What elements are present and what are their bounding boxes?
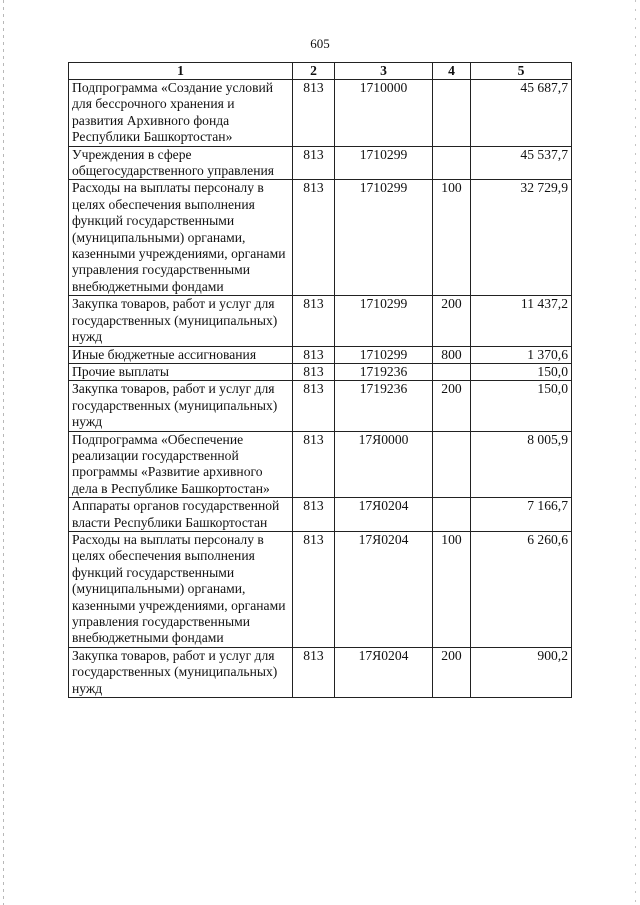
row-expense-type-cell — [433, 363, 471, 380]
row-code-cell: 813 — [293, 381, 335, 431]
row-amount-cell: 32 729,9 — [471, 180, 572, 296]
row-code-cell: 813 — [293, 431, 335, 498]
table-row — [69, 531, 572, 647]
row-code-cell: 813 — [293, 146, 335, 180]
row-code-cell: 813 — [293, 647, 335, 697]
row-code-cell: 813 — [293, 531, 335, 647]
row-expense-type-cell: 100 — [433, 180, 471, 296]
row-target-code-cell: 17Я0204 — [335, 498, 433, 532]
table-row — [69, 146, 572, 180]
row-expense-type-cell: 100 — [433, 531, 471, 647]
row-target-code-cell: 1710299 — [335, 146, 433, 180]
row-name-cell: Учреждения в сфере общегосударственного управления — [69, 146, 293, 180]
column-header-4: 4 — [433, 63, 471, 80]
table-row — [69, 296, 572, 346]
row-code-cell: 813 — [293, 296, 335, 346]
row-amount-cell: 45 687,7 — [471, 80, 572, 147]
table-row — [69, 180, 572, 296]
row-amount-cell: 1 370,6 — [471, 346, 572, 363]
table-header-row — [69, 63, 572, 80]
row-name-cell: Подпрограмма «Создание условий для бессрочного хранения и развития Архивного фонда Республики Башкортостан» — [69, 80, 293, 147]
row-amount-cell: 7 166,7 — [471, 498, 572, 532]
row-amount-cell: 150,0 — [471, 381, 572, 431]
row-code-cell: 813 — [293, 346, 335, 363]
scan-edge-left — [3, 0, 4, 905]
table-row — [69, 498, 572, 532]
row-expense-type-cell — [433, 146, 471, 180]
row-name-cell: Закупка товаров, работ и услуг для государственных (муниципальных) нужд — [69, 296, 293, 346]
row-expense-type-cell: 800 — [433, 346, 471, 363]
page-number: 605 — [310, 36, 330, 51]
row-target-code-cell: 1710299 — [335, 180, 433, 296]
row-amount-cell: 11 437,2 — [471, 296, 572, 346]
row-amount-cell: 900,2 — [471, 647, 572, 697]
row-name-cell: Расходы на выплаты персоналу в целях обеспечения выполнения функций государственными (муниципальными) органами, казенными учреждениями, органами управления государственными внебюджетными фондами — [69, 531, 293, 647]
row-expense-type-cell: 200 — [433, 296, 471, 346]
table-row — [69, 363, 572, 380]
row-target-code-cell: 17Я0204 — [335, 647, 433, 697]
row-name-cell: Закупка товаров, работ и услуг для государственных (муниципальных) нужд — [69, 381, 293, 431]
table-row — [69, 346, 572, 363]
row-target-code-cell: 1719236 — [335, 381, 433, 431]
row-code-cell: 813 — [293, 80, 335, 147]
column-header-3: 3 — [335, 63, 433, 80]
row-code-cell: 813 — [293, 363, 335, 380]
column-header-5: 5 — [471, 63, 572, 80]
row-expense-type-cell: 200 — [433, 381, 471, 431]
budget-table — [68, 62, 572, 698]
row-code-cell: 813 — [293, 498, 335, 532]
row-target-code-cell: 1710299 — [335, 296, 433, 346]
row-expense-type-cell — [433, 80, 471, 147]
table-row — [69, 381, 572, 431]
table-row — [69, 647, 572, 697]
row-expense-type-cell — [433, 498, 471, 532]
row-name-cell: Закупка товаров, работ и услуг для государственных (муниципальных) нужд — [69, 647, 293, 697]
row-expense-type-cell — [433, 431, 471, 498]
row-target-code-cell: 1710299 — [335, 346, 433, 363]
row-name-cell: Подпрограмма «Обеспечение реализации государственной программы «Развитие архивного дела в Республике Башкортостан» — [69, 431, 293, 498]
column-header-1: 1 — [69, 63, 293, 80]
row-target-code-cell: 1719236 — [335, 363, 433, 380]
row-name-cell: Иные бюджетные ассигнования — [69, 346, 293, 363]
table-row — [69, 80, 572, 147]
scan-edge-right — [635, 0, 636, 905]
row-code-cell: 813 — [293, 180, 335, 296]
row-target-code-cell: 1710000 — [335, 80, 433, 147]
table-body — [69, 80, 572, 698]
row-name-cell: Расходы на выплаты персоналу в целях обеспечения выполнения функций государственными (муниципальными) органами, казенными учреждениями, органами управления государственными внебюджетными фондами — [69, 180, 293, 296]
row-name-cell: Аппараты органов государственной власти Республики Башкортостан — [69, 498, 293, 532]
row-amount-cell: 8 005,9 — [471, 431, 572, 498]
row-name-cell: Прочие выплаты — [69, 363, 293, 380]
row-expense-type-cell: 200 — [433, 647, 471, 697]
row-amount-cell: 150,0 — [471, 363, 572, 380]
row-amount-cell: 6 260,6 — [471, 531, 572, 647]
row-target-code-cell: 17Я0000 — [335, 431, 433, 498]
row-target-code-cell: 17Я0204 — [335, 531, 433, 647]
column-header-2: 2 — [293, 63, 335, 80]
table-row — [69, 431, 572, 498]
row-amount-cell: 45 537,7 — [471, 146, 572, 180]
